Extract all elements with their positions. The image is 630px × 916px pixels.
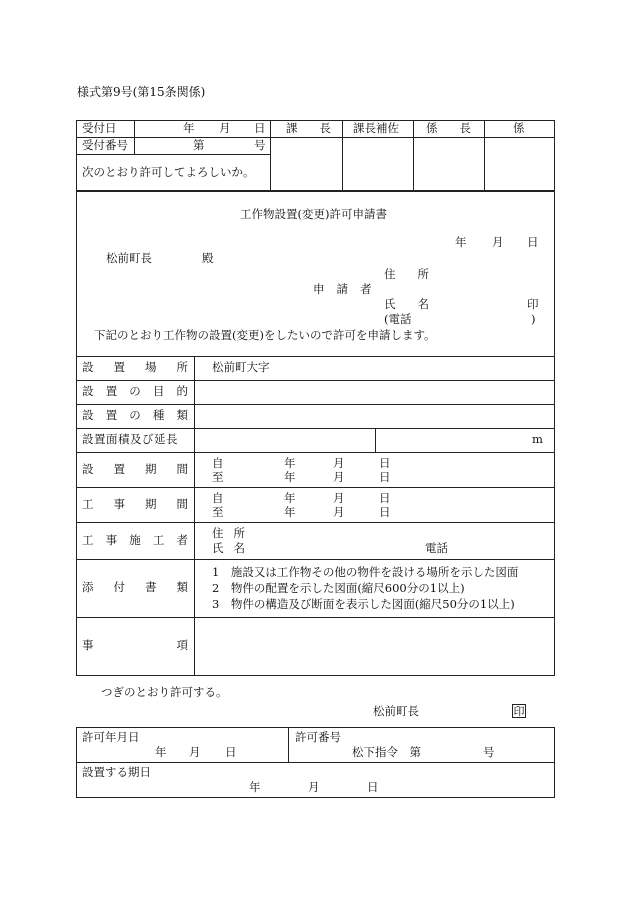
period-from-year: 年 (284, 456, 296, 470)
addressee: 松前町長 (106, 251, 152, 265)
permit-statement: つぎのとおり許可する。 (101, 685, 228, 699)
location-label: 設 置 場 所 (82, 360, 188, 374)
phone-open: (電話 (384, 312, 412, 326)
work-to-month: 月 (333, 505, 345, 519)
work-from-day: 日 (379, 491, 391, 505)
period-to-day: 日 (379, 470, 391, 484)
type-label: 設 置 の 種 類 (82, 408, 188, 422)
contractor-phone: 電話 (425, 541, 448, 555)
notes-label: 事 項 (82, 638, 188, 652)
contractor-address: 住所 (212, 526, 255, 540)
deadline-year: 年 (249, 780, 261, 794)
reception-number-label: 受付番号 (82, 138, 128, 152)
work-to-year: 年 (284, 505, 296, 519)
phone-close: ) (531, 312, 536, 326)
installation-period-label: 設 置 期 間 (82, 462, 188, 476)
permit-seal: 印 (513, 705, 525, 718)
form-number: 様式第9号(第15条関係) (77, 85, 206, 99)
permit-number-label: 許可番号 (295, 730, 341, 744)
period-from-month: 月 (333, 456, 345, 470)
work-to-day: 日 (379, 505, 391, 519)
approval-question: 次のとおり許可してよろしいか。 (82, 165, 255, 179)
permit-date-month: 月 (189, 745, 201, 759)
deadline-day: 日 (367, 780, 379, 794)
reception-number-dai: 第 (193, 138, 205, 152)
received-date-label: 受付日 (82, 121, 117, 135)
work-from-month: 月 (333, 491, 345, 505)
header-assistant-chief: 課長補佐 (353, 121, 399, 135)
contractor-name: 氏名 (212, 541, 255, 555)
address-label: 住所 (384, 267, 451, 281)
period-from: 自 (212, 456, 224, 470)
area-label: 設置面積及び延長 (82, 432, 178, 446)
attachment-item-3: 3 物件の構造及び断面を表示した図面(縮尺50分の1以上) (212, 597, 515, 611)
period-from-day: 日 (379, 456, 391, 470)
work-from-year: 年 (284, 491, 296, 505)
application-statement: 下記のとおり工作物の設置(変更)をしたいので許可を申請します。 (94, 328, 436, 342)
deadline-month: 月 (308, 780, 320, 794)
applicant-label: 申請者 (313, 282, 384, 296)
reception-number-go: 号 (254, 138, 266, 152)
permit-number-go: 号 (483, 745, 495, 759)
received-year: 年 (183, 121, 195, 135)
permit-date-day: 日 (225, 745, 237, 759)
period-to-month: 月 (333, 470, 345, 484)
received-month: 月 (219, 121, 231, 135)
applicant-seal: 印 (527, 297, 539, 311)
application-title: 工作物設置(変更)許可申請書 (240, 207, 387, 221)
location-value: 松前町大字 (212, 360, 270, 374)
attachments-label: 添 付 書 類 (82, 580, 188, 594)
application-date-year: 年 (455, 235, 467, 249)
area-unit: m (532, 432, 543, 446)
period-to-year: 年 (284, 470, 296, 484)
application-date-day: 日 (527, 235, 539, 249)
permit-date-year: 年 (155, 745, 167, 759)
contractor-label: 工 事 施 工 者 (82, 533, 188, 547)
permit-number-prefix: 松下指令 第 (352, 745, 421, 759)
addressee-dono: 殿 (202, 251, 214, 265)
period-to: 至 (212, 470, 224, 484)
application-date-month: 月 (492, 235, 504, 249)
received-day: 日 (254, 121, 266, 135)
work-to: 至 (212, 505, 224, 519)
attachment-item-2: 2 物件の配置を示した図面(縮尺600分の1以上) (212, 581, 465, 595)
deadline-label: 設置する期日 (82, 765, 151, 779)
work-from: 自 (212, 491, 224, 505)
header-subsection-chief: 係長 (426, 121, 493, 135)
attachment-item-1: 1 施設又は工作物その他の物件を設ける場所を示した図面 (212, 565, 519, 579)
header-section-chief: 課長 (286, 121, 353, 135)
name-label: 氏名 (384, 297, 451, 311)
purpose-label: 設 置 の 目 的 (82, 384, 188, 398)
header-staff: 係 (513, 121, 525, 135)
permit-issuer: 松前町長 (373, 704, 419, 718)
work-period-label: 工 事 期 間 (82, 497, 188, 511)
permit-date-label: 許可年月日 (82, 730, 140, 744)
